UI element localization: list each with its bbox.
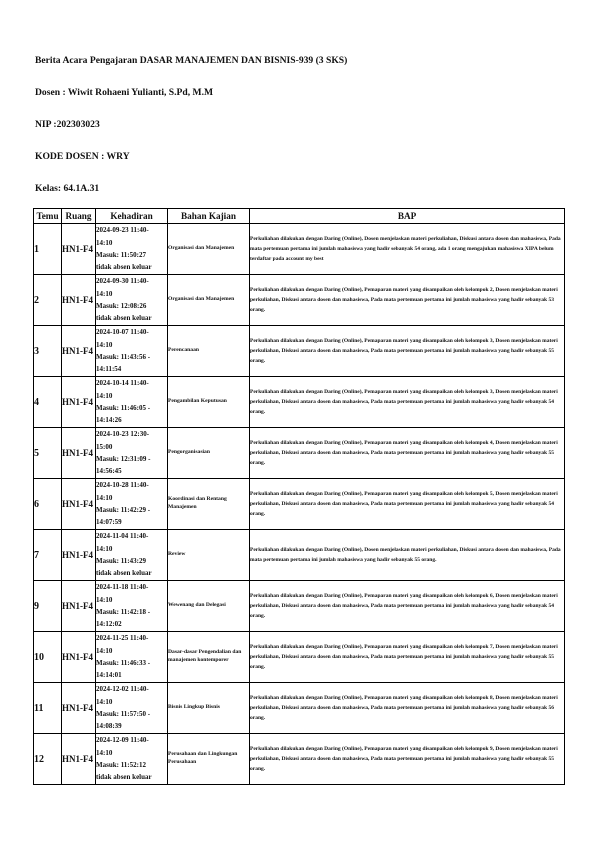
attendance-cell: [96, 683, 168, 734]
header-bahan-kajian: Bahan Kajian: [168, 209, 250, 224]
room-code: HN1-F4: [62, 224, 96, 275]
room-code: HN1-F4: [62, 275, 96, 326]
attendance-cell: [96, 326, 168, 377]
session-time-start: 2024-10-28 11:40-: [96, 481, 149, 490]
check-in-time: Masuk: 11:52:12: [96, 761, 146, 769]
table-body: [34, 224, 565, 785]
study-topic: Organisasi dan Manajemen: [168, 275, 250, 326]
table-row: [34, 224, 565, 275]
session-time-start: 2024-10-14 11:40-: [96, 379, 149, 388]
check-out-status: 14:56:45: [96, 467, 122, 476]
bap-cell: [250, 275, 565, 326]
session-time-start: 2024-11-04 11:40-: [96, 532, 149, 541]
room-code: HN1-F4: [62, 479, 96, 530]
check-out-status: 14:07:59: [96, 518, 122, 527]
session-time-start: 2024-10-23 12:30-: [96, 430, 150, 439]
bap-cell: [250, 479, 565, 530]
check-in-time: Masuk: 11:46:05 -: [96, 404, 151, 412]
meeting-number: 5: [34, 428, 62, 479]
bap-text: Perkuliahan dilakukan dengan Daring (Online), Pemaparan materi yang disampaikan oleh kelompok 8, Dosen menjelaskan materi perkuliahan, Diskusi antara dosen dan mahasiswa, Pada mata pertemuan pertama ini jumlah mahasiswa yang hadir sebanyak 56 orang.: [250, 695, 558, 721]
check-in-time: Masuk: 12:31:09 -: [96, 455, 151, 463]
bap-text: Perkuliahan dilakukan dengan Daring (Online), Pemaparan materi yang disampaikan oleh kelompok 4, Dosen menjelaskan materi perkuliahan, Diskusi antara dosen dan mahasiswa, Pada mata pertemuan pertama ini jumlah mahasiswa yang hadir sebanyak 55 orang.: [250, 440, 558, 466]
bap-cell: [250, 530, 565, 581]
attendance-cell: [96, 275, 168, 326]
bap-text: Perkuliahan dilakukan dengan Daring (Online), Pemaparan materi yang disampaikan oleh kelompok 9, Dosen menjelaskan materi perkuliahan, Diskusi antara dosen dan mahasiswa, Pada mata pertemuan pertama ini jumlah mahasiswa yang hadir sebanyak 55 orang.: [250, 746, 558, 772]
bap-text: Perkuliahan dilakukan dengan Daring (Online), Pemaparan materi yang disampaikan oleh kelompok 3, Dosen menjelaskan materi perkuliahan, Diskusi antara dosen dan mahasiswa, Pada mata pertemuan pertama ini jumlah mahasiswa yang hadir sebanyak 54 orang.: [250, 389, 558, 415]
check-in-time: Masuk: 11:50:27: [96, 251, 146, 259]
attendance-cell: [96, 632, 168, 683]
study-topic: Wewenang dan Delegasi: [168, 581, 250, 632]
study-topic: Pengambilan Keputusan: [168, 377, 250, 428]
bap-text: Perkuliahan dilakukan dengan Daring (Online), Pemaparan materi yang disampaikan oleh kelompok 2, Dosen menjelaskan materi perkuliahan, Diskusi antara dosen dan mahasiswa, Pada mata pertemuan pertama ini jumlah mahasiswa yang hadir sebanyak 53 orang.: [250, 287, 558, 313]
table-row: [34, 632, 565, 683]
header-bap: BAP: [250, 209, 565, 224]
session-time-end: 14:10: [96, 238, 113, 247]
attendance-cell: [96, 224, 168, 275]
session-time-end: 14:10: [96, 646, 113, 655]
meeting-number: 12: [34, 734, 62, 785]
session-time-end: 14:10: [96, 391, 113, 400]
session-time-start: 2024-11-25 11:40-: [96, 634, 149, 643]
table-row: [34, 530, 565, 581]
attendance-cell: [96, 428, 168, 479]
table-row: [34, 734, 565, 785]
check-in-time: Masuk: 12:08:26: [96, 302, 147, 310]
session-time-start: 2024-11-18 11:40-: [96, 583, 149, 592]
session-time-start: 2024-12-09 11:40-: [96, 736, 149, 745]
attendance-cell: [96, 581, 168, 632]
check-in-time: Masuk: 11:42:18 -: [96, 608, 151, 616]
study-topic: Pengorganisasian: [168, 428, 250, 479]
document-title: Berita Acara Pengajaran DASAR MANAJEMEN DAN BISNIS-939 (3 SKS): [35, 55, 348, 66]
bap-cell: [250, 377, 565, 428]
meeting-number: 4: [34, 377, 62, 428]
check-out-status: 14:12:02: [96, 620, 122, 629]
meeting-number: 6: [34, 479, 62, 530]
check-out-status: 14:08:39: [96, 722, 122, 731]
session-time-end: 14:10: [96, 289, 113, 298]
check-in-time: Masuk: 11:43:56 -: [96, 353, 151, 361]
attendance-cell: [96, 377, 168, 428]
header-ruang: Ruang: [62, 209, 96, 224]
attendance-cell: [96, 530, 168, 581]
check-out-status: 14:14:26: [96, 416, 122, 425]
bap-text: Perkuliahan dilakukan dengan Daring (Online), Dosen menjelaskan materi perkuliahan, Diskusi antara dosen dan mahasiswa, Pada mata pertemuan pertama ini jumlah mahasiswa yang hadir sebanyak 54 orang, ada 1 orang mengajukan mahasiswa XIPA belum terdaftar pada account my best: [250, 236, 561, 262]
meeting-number: 7: [34, 530, 62, 581]
session-time-start: 2024-09-30 11:40-: [96, 277, 149, 286]
room-code: HN1-F4: [62, 581, 96, 632]
session-time-end: 14:10: [96, 748, 113, 757]
session-time-end: 14:10: [96, 697, 113, 706]
session-time-end: 14:10: [96, 493, 113, 502]
header-kehadiran: Kehadiran: [96, 209, 168, 224]
header-temu: Temu: [34, 209, 62, 224]
lecturer-nip: NIP :202303023: [35, 119, 100, 130]
lecturer-name: Dosen : Wiwit Rohaeni Yulianti, S.Pd, M.M: [35, 87, 214, 98]
study-topic: Koordinasi dan Rentang Manajemen: [168, 479, 250, 530]
table-row: [34, 683, 565, 734]
check-out-status: 14:11:54: [96, 365, 122, 374]
check-out-status: tidak absen keluar: [96, 773, 152, 782]
study-topic: Review: [168, 530, 250, 581]
session-time-end: 14:10: [96, 340, 113, 349]
check-in-time: Masuk: 11:43:29: [96, 557, 146, 565]
bap-text: Perkuliahan dilakukan dengan Daring (Online), Pemaparan materi yang disampaikan oleh kelompok 7, Dosen menjelaskan materi perkuliahan, Diskusi antara dosen dan mahasiswa, Pada mata pertemuan pertama ini jumlah mahasiswa yang hadir sebanyak 55 orang.: [250, 644, 558, 670]
study-topic: Bisnis Lingkup Bisnis: [168, 683, 250, 734]
session-time-end: 14:10: [96, 544, 113, 553]
room-code: HN1-F4: [62, 734, 96, 785]
meeting-number: 1: [34, 224, 62, 275]
meeting-number: 10: [34, 632, 62, 683]
table-row: [34, 428, 565, 479]
bap-cell: [250, 734, 565, 785]
check-in-time: Masuk: 11:46:33 -: [96, 659, 151, 667]
room-code: HN1-F4: [62, 683, 96, 734]
room-code: HN1-F4: [62, 632, 96, 683]
lecturer-code: KODE DOSEN : WRY: [35, 151, 130, 162]
table-row: [34, 377, 565, 428]
room-code: HN1-F4: [62, 530, 96, 581]
check-out-status: 14:14:01: [96, 671, 122, 680]
check-in-time: Masuk: 11:42:29 -: [96, 506, 151, 514]
table-row: [34, 275, 565, 326]
bap-text: Perkuliahan dilakukan dengan Daring (Online), Pemaparan materi yang disampaikan oleh kelompok 5, Dosen menjelaskan materi perkuliahan, Diskusi antara dosen dan mahasiswa, Pada mata pertemuan pertama ini jumlah mahasiswa yang hadir sebanyak 54 orang.: [250, 491, 558, 517]
session-time-start: 2024-09-23 11:40-: [96, 226, 149, 235]
check-out-status: tidak absen keluar: [96, 569, 152, 578]
room-code: HN1-F4: [62, 428, 96, 479]
session-time-start: 2024-10-07 11:40-: [96, 328, 149, 337]
check-out-status: tidak absen keluar: [96, 263, 152, 272]
bap-cell: [250, 683, 565, 734]
meeting-number: 3: [34, 326, 62, 377]
bap-cell: [250, 632, 565, 683]
meeting-number: 2: [34, 275, 62, 326]
room-code: HN1-F4: [62, 377, 96, 428]
attendance-cell: [96, 734, 168, 785]
study-topic: Perusahaan dan Lingkungan Perusahaan: [168, 734, 250, 785]
table-row: [34, 479, 565, 530]
bap-text: Perkuliahan dilakukan dengan Daring (Online), Dosen menjelaskan materi perkuliahan, Diskusi antara dosen dan mahasiswa, Pada mata pertemuan pertama ini jumlah mahasiswa yang hadir sebanyak 55 orang.: [250, 547, 561, 563]
meeting-number: 11: [34, 683, 62, 734]
check-in-time: Masuk: 11:57:50 -: [96, 710, 151, 718]
study-topic: Dasar-dasar Pengendalian dan manajemen kontemporer: [168, 632, 250, 683]
room-code: HN1-F4: [62, 326, 96, 377]
study-topic: Organisasi dan Manajemen: [168, 224, 250, 275]
bap-cell: [250, 581, 565, 632]
bap-cell: [250, 224, 565, 275]
session-time-start: 2024-12-02 11:40-: [96, 685, 149, 694]
bap-text: Perkuliahan dilakukan dengan Daring (Online), Pemaparan materi yang disampaikan oleh kelompok 6, Dosen menjelaskan materi perkuliahan, Diskusi antara dosen dan mahasiswa, Pada mata pertemuan pertama ini jumlah mahasiswa yang hadir sebanyak 54 orang.: [250, 593, 558, 619]
class-label: Kelas: 64.1A.31: [35, 183, 100, 194]
check-out-status: tidak absen keluar: [96, 314, 152, 323]
table-header-row: [34, 209, 565, 224]
meeting-number: 9: [34, 581, 62, 632]
study-topic: Perencanaan: [168, 326, 250, 377]
attendance-cell: [96, 479, 168, 530]
teaching-record-table: [33, 208, 565, 785]
table-row: [34, 326, 565, 377]
bap-cell: [250, 326, 565, 377]
bap-text: Perkuliahan dilakukan dengan Daring (Online), Pemaparan materi yang disampaikan oleh kelompok 3, Dosen menjelaskan materi perkuliahan, Diskusi antara dosen dan mahasiswa, Pada mata pertemuan pertama ini jumlah mahasiswa yang hadir sebanyak 55 orang.: [250, 338, 558, 364]
table-row: [34, 581, 565, 632]
session-time-end: 14:10: [96, 595, 113, 604]
bap-cell: [250, 428, 565, 479]
session-time-end: 15:00: [96, 442, 113, 451]
